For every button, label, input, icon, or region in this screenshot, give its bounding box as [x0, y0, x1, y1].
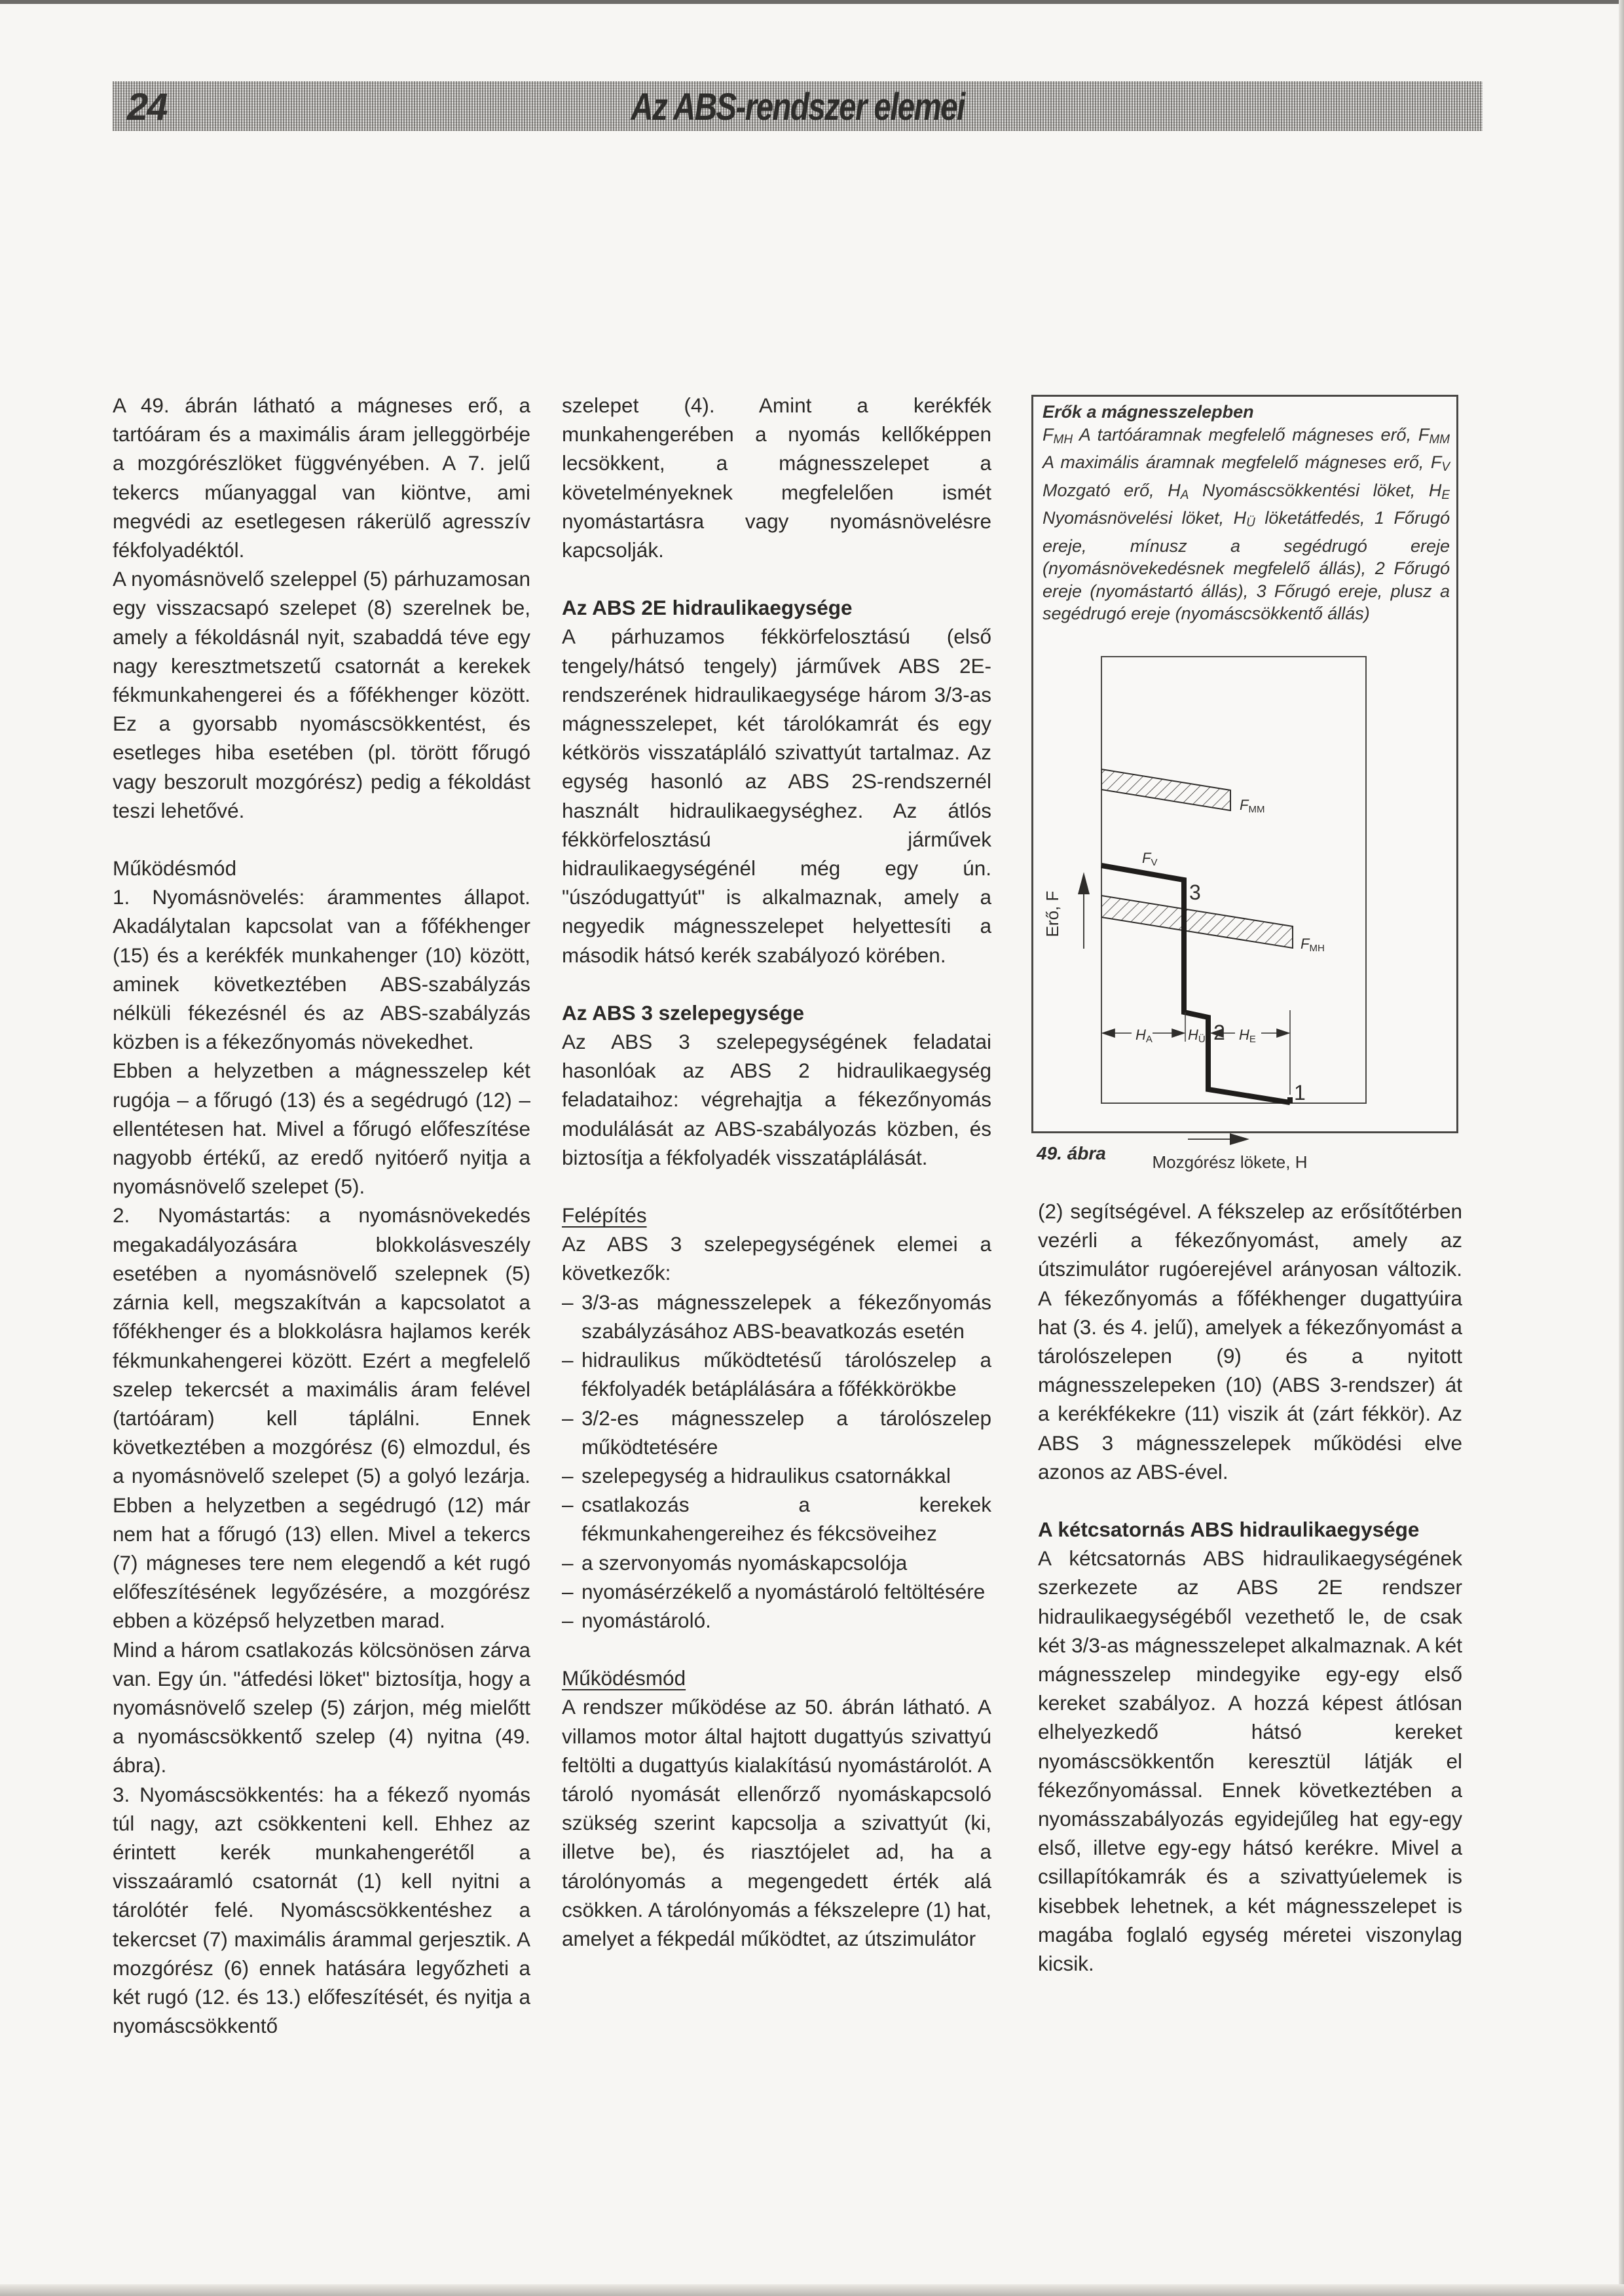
- list-item: – 3/3-as mágnesszelepek a fékezőnyomás szabályzásához ABS-beavatkozás esetén: [562, 1290, 991, 1343]
- paragraph: A nyomásnövelő szeleppel (5) párhuzamosan egy visszacsapó szelepet (8) szerelnek be, amely a fékoldásnál nyit, szabaddá téve egy nagy keresztmetszetű csatornát a kerekek fékmunkahengerei és a főfékhenger között. Ez a gyorsabb nyomáscsökkentést, és esetleges hiba esetében (pl. törött főrugó vagy beszorult mozgórész) pedig a fékoldást teszi lehetővé.: [113, 567, 530, 822]
- hu-label: HÜ: [1188, 1027, 1206, 1045]
- page-edge: [1619, 0, 1624, 2296]
- list-item: – csatlakozás a kerekek fékmunkahengereihez és fékcsöveihez: [562, 1493, 991, 1546]
- legend-item: $F_{MM}$ A maximális áramnak megfelelő mágneses erő,: [1043, 424, 1450, 472]
- legend-title: Erők a mágnesszelepben: [1043, 402, 1254, 422]
- subheading: Működésmód: [562, 1666, 686, 1690]
- paragraph: (2) segítségével. A fékszelep az erősítőtérben vezérli a fékezőnyomást, amely az útszimulátor rugóerejével arányosan változik. A fékezőnyomás a főfékhenger dugattyúira hat (3. és 4. jelű), amelyek a fékezőnyomást a tárolószelepen (9) és a nyitott mágnesszelepeken (10) (ABS 3-rendszer) át a kerékfékekre (11) viszik át (zárt fékkör). Az ABS 3 mágnesszelepek működési elve azonos az ABS-ével.: [1038, 1199, 1462, 1484]
- y-axis-label: Erő, F: [1043, 890, 1062, 938]
- column-3: [1038, 1197, 1462, 1978]
- paragraph: A kétcsatornás ABS hidraulikaegységének szerkezete az ABS 2E rendszer hidraulikaegységéből vezethető le, de csak két 3/3-as mágnesszelepet alkalmaznak. A két mágnesszelep mindegyike egy-egy első kereket szabályoz. A hozzá képest átlósan elhelyezkedő hátsó kereket nyomáscsökkentőn keresztül látják el fékezőnyomással. Ennek következtében a nyomásszabályozás egyidejűleg hat egy-egy első, illetve egy-egy hátsó kerékre. Mivel a csillapítókamrák és a szivattyúelemek is kisebbek lehetnek, a két mágnesszelepet is magába foglaló egység méretei viszonylag kicsik.: [1038, 1546, 1462, 1976]
- x-axis-arrow-icon: [1230, 1133, 1249, 1145]
- section-heading: Az ABS 3 szelepegysége: [562, 1000, 804, 1025]
- list-item: – 3/2-es mágnesszelep a tárolószelep működtetésére: [562, 1406, 991, 1459]
- list-item: – nyomástároló.: [562, 1608, 711, 1632]
- chapter-title: Az ABS-rendszer elemei: [631, 86, 965, 128]
- paragraph: Az ABS 3 szelepegységének elemei a következők:: [562, 1232, 991, 1285]
- figure-caption: 49. ábra: [1037, 1143, 1106, 1163]
- paragraph: 2. Nyomástartás: a nyomásnövekedés megakadályozására blokkolásveszély esetében a nyomásnövelő szelepnek (5) zárnia kell, megszakítván a kapcsolatot a főfékhenger és a blokkolásra hajlamos kerék fékmunkahengerei között. Ezért a megfelelő szelep tekercsét a maximális áram felével (tartóáram) kell táplálni. Ennek következtében a mozgórész (6) elmozdul, és a nyomásnövelő szelepet (5) a golyó lezárja. Ebben a helyzetben a segédrugó (12) már nem hat a főrugó (13) ellen. Mivel a tekercs (7) mágneses tere nem elegendő a két rugó előfeszítésének legyőzésére, a mozgórész ebben a középső helyzetben marad.: [113, 1203, 530, 1633]
- list-item: – szelepegység a hidraulikus csatornákkal: [562, 1463, 951, 1487]
- paragraph: 1. Nyomásnövelés: árammentes állapot. Akadálytalan kapcsolat van a főfékhenger (15) és a kerékfék munkahenger (10) között, aminek következtében ABS-szabályzás nélküli fékezésnél és az ABS-szabályzás közben is a fékezőnyomás növekedhet.: [113, 885, 530, 1054]
- step-3-label: 3: [1189, 881, 1201, 904]
- fv-label: FV: [1142, 850, 1158, 868]
- legend-item: $H_A$ Nyomáscsökkentési löket,: [1168, 480, 1429, 502]
- fmh-label: FMH: [1301, 936, 1325, 954]
- page-edge: [0, 0, 1624, 4]
- legend-item: $H_E$ Nyomásnövelési löket,: [1043, 480, 1450, 528]
- he-label: HE: [1239, 1027, 1256, 1045]
- component-list: [562, 1288, 991, 1635]
- section-heading: A kétcsatornás ABS hidraulikaegysége: [1038, 1518, 1420, 1542]
- page-edge: [0, 2284, 1624, 2296]
- paragraph: Ebben a helyzetben a mágnesszelep két rugója – a főrugó (13) és a segédrugó (12) – ellentétesen hat. Mivel a főrugó előfeszítése nagyobb értékű, az eredő nyitóerő nyitja a nyomásnövelő szelepet (5).: [113, 1059, 530, 1199]
- list-item: – nyomásérzékelő a nyomástároló feltöltésére: [562, 1579, 986, 1603]
- fmm-band: [1101, 769, 1230, 811]
- legend-item: $H_Ü$ löketátfedés, 1 Főrugó ereje, mínusz a segédrugó ereje (nyomásnövekedésnek megfelelő állás), 2 Főrugó ereje (nyomástartó állás), 3 Főrugó ereje, plusz a segédrugó ereje (nyomáscsökkentő állás): [1043, 508, 1450, 623]
- section-heading: Az ABS 2E hidraulikaegysége: [562, 596, 853, 620]
- subheading: Felépítés: [562, 1203, 647, 1228]
- paragraph: szelepet (4). Amint a kerékfék munkahengerében a nyomás kellőképpen lecsökkent, a mágnesszelepet a követelményeknek megfelelően ismét nyomástartásra vagy nyomásnövelésre kapcsolják.: [562, 393, 991, 562]
- legend-item: $F_V$ Mozgató erő,: [1043, 452, 1450, 500]
- subheading: Működésmód: [113, 856, 237, 881]
- running-header: [113, 81, 1483, 131]
- list-item: – a szervonyomás nyomáskapcsolója: [562, 1550, 908, 1575]
- y-axis-arrow-icon: [1078, 872, 1090, 894]
- paragraph: A 49. ábrán látható a mágneses erő, a tartóáram és a maximális áram jelleggörbéje a mozgórészlöket függvényében. A 7. jelű tekercs műanyaggal van kiöntve, ami megvédi az esetlegesen rákerülő agresszív fékfolyadéktól.: [113, 393, 530, 562]
- column-1: [113, 391, 530, 2040]
- fmm-label: FMM: [1240, 797, 1265, 815]
- ha-label: HA: [1135, 1027, 1153, 1045]
- step-1-label: 1: [1294, 1081, 1306, 1104]
- paragraph: A párhuzamos fékkörfelosztású (első tengely/hátsó tengely) járművek ABS 2E-rendszerének hidraulikaegysége három 3/3-as mágnesszelepet, két tárolókamrát és egy kétkörös visszatápláló szivattyút tartalmaz. Az egység hasonló az ABS 2S-rendszernél használt hidraulikaegységhez. Az átlós fékkörfelosztású járművek hidraulikaegységénél még egy ún. "úszódugattyút" is alkalmaznak, amely a negyedik mágnesszelepet helyettesíti a második hátsó kerék szabályozó körében.: [562, 625, 991, 967]
- step-2-label: 2: [1213, 1021, 1225, 1044]
- column-2: [562, 391, 991, 1953]
- paragraph: 3. Nyomáscsökkentés: ha a fékező nyomás túl nagy, azt csökkenteni kell. Ehhez az érintett kerék munkahengerétől a visszaáramló csatornát (1) kell nyitni a tárolótér felé. Nyomáscsökkentéshez a tekercset (7) maximális árammal gerjesztik. A mozgórész (6) ennek hatására legyőzheti a két rugó (12. és 13.) előfeszítését, és nyitja a nyomáscsökkentő: [113, 1782, 530, 2038]
- legend-item: $F_{MH}$ A tartóáramnak megfelelő mágneses erő,: [1043, 424, 1418, 446]
- paragraph: A rendszer működése az 50. ábrán látható. A villamos motor által hajtott dugattyús szivattyú feltölti a dugattyús kialakítású nyomástárolót. A tároló nyomását ellenőrző nyomáskapcsoló szükség szerint kapcsolja a szivattyút (ki, illetve be), és riasztójelet ad, ha a tárolónyomás a megengedett érték alá csökken. A tárolónyomás a fékszelepre (1) hat, amelyet a fékpedál működtet, az útszimulátor: [562, 1695, 991, 1950]
- list-item: – hidraulikus működtetésű tárolószelep a fékfolyadék betáplálására a főfékkörökbe: [562, 1348, 991, 1401]
- x-axis-label: Mozgórész lökete, H: [1152, 1152, 1308, 1172]
- paragraph: Az ABS 3 szelepegységének feladatai hasonlóak az ABS 2 hidraulikaegység feladataihoz: végrehajtja a fékezőnyomás modulálását az ABS-szabályozás közben, és biztosítja a fékfolyadék visszatáplálását.: [562, 1030, 991, 1169]
- paragraph: Mind a három csatlakozás kölcsönösen zárva van. Egy ún. "átfedési löket" biztosítja, hogy a nyomásnövelő szelep (5) zárjon, még mielőtt a nyomáscsökkentő szelep (4) nyitna (49. ábra).: [113, 1637, 530, 1777]
- page-number: 24: [127, 86, 167, 128]
